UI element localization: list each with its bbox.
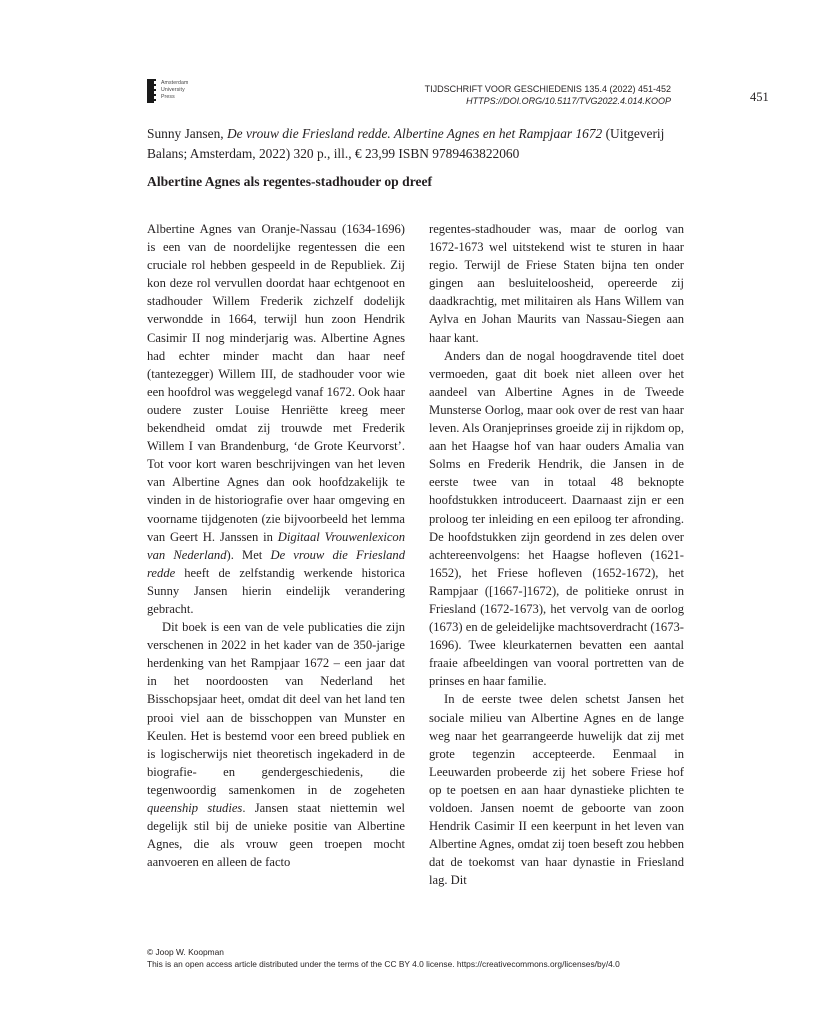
paragraph-2	[147, 618, 405, 871]
review-title: Albertine Agnes als regentes-stadhouder op dreef	[147, 174, 433, 189]
publisher-name-line-3: Press	[161, 94, 175, 100]
footer	[147, 946, 620, 970]
citation-publication-details: (Uitgeverij Balans; Amsterdam, 2022) 320 p., ill., € 23,99 ISBN 9789463822060	[147, 126, 665, 161]
page-number: 451	[750, 90, 769, 104]
publisher-logo	[147, 79, 188, 103]
text-run: Dit boek is een van de vele publicaties die zijn verschenen in 2022 in het kader van de 350-jarige herdenking van het Rampjaar 1672 – een jaar dat in het noordoosten van Nederland het Bisschopsjaar heet, omdat dit deel van het land ten prooi viel aan de bisschoppen van Munster en Keulen. Het is bestemd voor een breed publiek en is logischerwijs niet theoretisch ingekaderd in de biografie- en gendergeschiedenis, die tegenwoordig samenkomen in de zogeheten	[147, 620, 405, 797]
text-run: ). Met	[226, 547, 271, 562]
left-column	[147, 220, 405, 871]
citation-book-title: De vrouw die Friesland redde. Albertine Agnes en het Rampjaar 1672	[226, 126, 603, 141]
license-notice: This is an open access article distributed under the terms of the CC BY 4.0 license. https://creativecommons.org/licenses/by/4.0	[147, 959, 620, 969]
amsterdam-university-press-logo-icon	[147, 79, 154, 103]
book-citation	[147, 124, 687, 164]
paragraph-5: In de eerste twee delen schetst Jansen het sociale milieu van Albertine Agnes en de lange weg naar het gearrangeerde huwelijk dat zij met grote tegenzin accepteerde. Eenmaal in Leeuwarden probeerde zij het sobere Friese hof op te poetsen en aan haar dynastieke plichten te voldoen. Jansen noemt de geboorte van zoon Hendrik Casimir II een keerpunt in het leven van Albertine Agnes, omdat zij toen beseft zou hebben dat de toekomst van haar dynastie in Friesland lag. Dit	[429, 692, 684, 888]
text-run: heeft de zelfstandig werkende historica Sunny Jansen hierin eindelijk verandering gebracht.	[147, 565, 405, 616]
copyright-notice: © Joop W. Koopman	[147, 947, 224, 957]
text-run: Albertine Agnes van Oranje-Nassau (1634-1696) is een van de noordelijke regentessen die een cruciale rol hebben gespeeld in de Republiek. Zij kon deze rol vervullen doordat haar echtgenoot en stadhouder Willem Frederik zichzelf dodelijk verwondde in 1664, terwijl hun zoon Hendrik Casimir II nog minderjarig was. Albertine Agnes had echter minder macht dan haar neef (tantezegger) Willem III, de stadhouder voor wie een hoofdrol was weggelegd vanaf 1672. Ook haar oudere zuster Louise Henriëtte kreeg meer bekendheid omdat zij trouwde met Frederik Willem I van Brandenburg, ‘de Grote Keurvorst’. Tot voor kort waren beschrijvingen van het leven van Albertine Agnes dan ook hoofdzakelijk te vinden in de historiografie over haar omgeving en voorname tijdgenoten (zie bijvoorbeeld het lemma van Geert H. Janssen in	[147, 222, 405, 544]
journal-header	[425, 83, 671, 107]
journal-line: TIJDSCHRIFT VOOR GESCHIEDENIS 135.4 (2022) 451-452	[424, 84, 671, 94]
paragraph-1	[147, 220, 405, 618]
publisher-name-line-1: Amsterdam	[161, 80, 189, 86]
right-column	[429, 220, 684, 889]
publisher-name	[161, 79, 188, 101]
paragraph-4: Anders dan de nogal hoogdravende titel doet vermoeden, gaat dit boek niet alleen over het aandeel van Albertine Agnes in de Tweede Munsterse Oorlog, maar ook over de rest van haar leven. Als Oranjeprinses groeide zij in rijkdom op, aan het Haagse hof van haar ouders Amalia van Solms en Frederik Hendrik, die Jansen in de eerste twee van in totaal 48 beknopte hoofdstukken introduceert. Daarnaast zijn er een proloog ter inleiding en een epiloog ter afronding. De hoofdstukken zijn geordend in zes delen over achtereenvolgens: het Haagse hofleven (1621-1652), het Friese hofleven (1652-1672), het Rampjaar ([1667-]1672), de politieke onrust in Friesland (1672-1673), het vervolg van de oorlog (1673) en de geleidelijke machtsoverdracht (1673-1696). Twee kleurkaternen bevatten een aantal fraaie afbeeldingen van vooral portretten van de prinses en haar familie.	[429, 348, 684, 689]
doi-link[interactable]: HTTPS://DOI.ORG/10.5117/TVG2022.4.014.KOOP	[466, 96, 671, 106]
paragraph-3: regentes-stadhouder was, maar de oorlog van 1672-1673 wel uitstekend wist te sturen in haar regio. Terwijl de Friese Staten bijna ten onder gingen aan besluiteloosheid, opereerde zij daadkrachtig, met militairen als Hans Willem van Aylva en Johan Maurits van Nassau-Siegen aan haar kant.	[429, 222, 684, 345]
citation-author: Sunny Jansen,	[147, 126, 227, 141]
italic-title: De vrouw die Friesland redde	[147, 547, 405, 580]
publisher-name-line-2: University	[161, 87, 185, 93]
italic-term: queenship studies	[147, 801, 243, 815]
italic-title: Digitaal Vrouwenlexicon van Nederland	[147, 529, 405, 562]
text-run: . Jansen staat niettemin wel degelijk stil bij de unieke positie van Albertine Agnes, die als vrouw geen troepen mocht aanvoeren en alleen de facto	[147, 801, 405, 870]
